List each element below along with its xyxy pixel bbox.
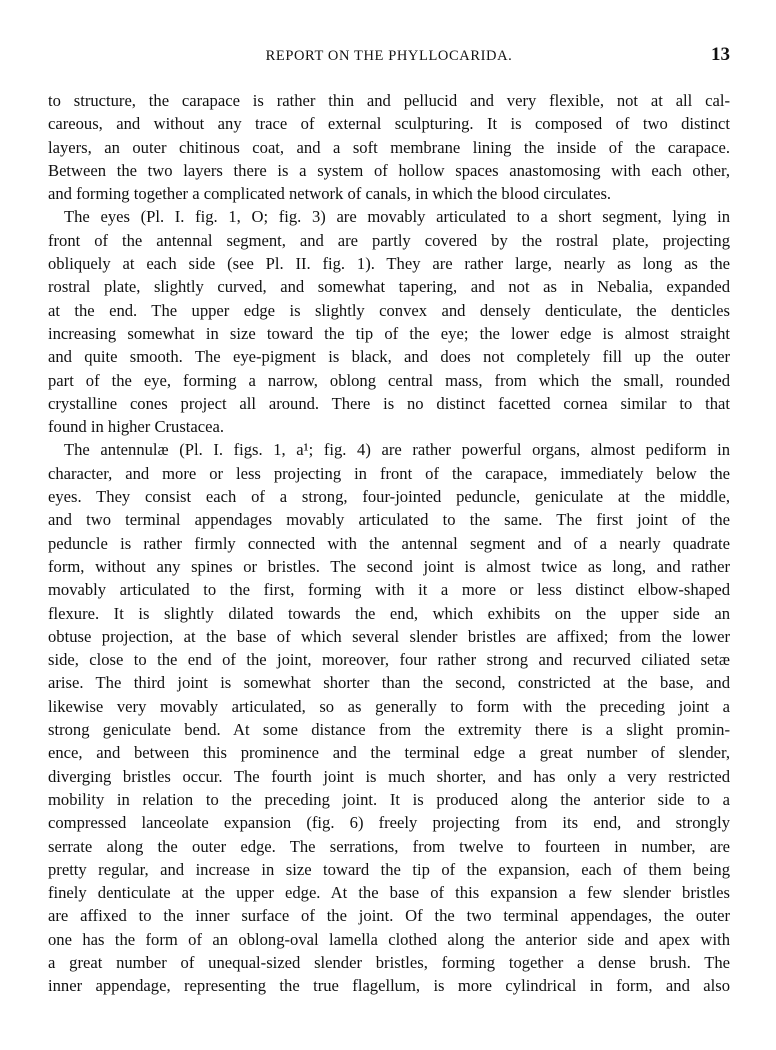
text-line: are affixed to the inner surface of the joint. Of the two terminal appendages, the outer	[48, 906, 730, 926]
page-number: 13	[711, 44, 730, 65]
text-line: diverging bristles occur. The fourth joint is much shorter, and has only a very restricted	[48, 766, 730, 786]
text-line: form, without any spines or bristles. The second joint is almost twice as long, and rather	[48, 556, 730, 576]
page-header	[48, 44, 730, 70]
text-line: front of the antennal segment, and are partly covered by the rostral plate, projecting	[48, 230, 730, 250]
text-line: Between the two layers there is a system of hollow spaces anastomosing with each other,	[48, 160, 730, 180]
text-line: at the end. The upper edge is slightly convex and densely denticulate, the denticles	[48, 300, 730, 320]
text-line: arise. The third joint is somewhat shorter than the second, constricted at the base, and	[48, 673, 730, 693]
text-line: eyes. They consist each of a strong, four-jointed peduncle, geniculate at the middle,	[48, 487, 730, 507]
paragraph-start-eyes: The eyes (Pl. I. fig. 1, O; fig. 3) are movably articulated to a short segment, lying in	[64, 207, 730, 227]
body-text	[48, 89, 730, 998]
text-line: found in higher Crustacea.	[48, 417, 225, 437]
text-line: finely denticulate at the upper edge. At the base of this expansion a few slender bristles	[48, 883, 730, 903]
text-line: peduncle is rather firmly connected with the antennal segment and of a nearly quadrate	[48, 533, 730, 553]
text-line: and two terminal appendages movably articulated to the same. The first joint of the	[48, 510, 730, 530]
running-head: REPORT ON THE PHYLLOCARIDA.	[265, 48, 513, 64]
text-line: likewise very movably articulated, so as generally to form with the preceding joint a	[48, 696, 730, 716]
text-line: strong geniculate bend. At some distance from the extremity there is a slight promin-	[48, 720, 730, 740]
text-line: side, close to the end of the joint, moreover, four rather strong and recurved ciliated setæ	[48, 650, 730, 670]
paragraph-start-antennulae: The antennulæ (Pl. I. figs. 1, a¹; fig. 4) are rather powerful organs, almost pediform in	[64, 440, 730, 460]
text-line: serrate along the outer edge. The serrations, from twelve to fourteen in number, are	[48, 836, 730, 856]
text-line: layers, an outer chitinous coat, and a soft membrane lining the inside of the carapace.	[48, 137, 730, 157]
text-line: a great number of unequal-sized slender bristles, forming together a dense brush. The	[48, 952, 730, 972]
text-line: rostral plate, slightly curved, and somewhat tapering, and not as in Nebalia, expanded	[48, 277, 730, 297]
text-line: inner appendage, representing the true flagellum, is more cylindrical in form, and also	[48, 976, 730, 996]
text-line: to structure, the carapace is rather thin and pellucid and very flexible, not at all cal-	[48, 91, 730, 110]
text-line: obliquely at each side (see Pl. II. fig. 1). They are rather large, nearly as long as the	[48, 254, 730, 274]
text-line: mobility in relation to the preceding joint. It is produced along the anterior side to a	[48, 789, 730, 809]
text-line: movably articulated to the first, forming with it a more or less distinct elbow-shaped	[48, 580, 730, 600]
text-line: careous, and without any trace of external sculpturing. It is composed of two distinct	[48, 114, 730, 134]
text-line: and forming together a complicated network of canals, in which the blood circulates.	[48, 184, 612, 204]
text-line: compressed lanceolate expansion (fig. 6) freely projecting from its end, and strongly	[48, 813, 730, 833]
text-line: ence, and between this prominence and the terminal edge a great number of slender,	[48, 743, 730, 763]
text-line: part of the eye, forming a narrow, oblong central mass, from which the small, rounded	[48, 370, 730, 390]
text-line: and quite smooth. The eye-pigment is black, and does not completely fill up the outer	[48, 347, 730, 367]
text-line: obtuse projection, at the base of which several slender bristles are affixed; from the lower	[48, 626, 730, 646]
text-line: increasing somewhat in size toward the tip of the eye; the lower edge is almost straight	[48, 323, 730, 343]
text-line: flexure. It is slightly dilated towards the end, which exhibits on the upper side an	[48, 603, 730, 623]
text-line: character, and more or less projecting in front of the carapace, immediately below the	[48, 463, 730, 483]
text-line: one has the form of an oblong-oval lamella clothed along the anterior side and apex with	[48, 929, 730, 949]
text-line: crystalline cones project all around. There is no distinct facetted cornea similar to that	[48, 393, 730, 413]
text-line: pretty regular, and increase in size toward the tip of the expansion, each of them being	[48, 859, 730, 879]
